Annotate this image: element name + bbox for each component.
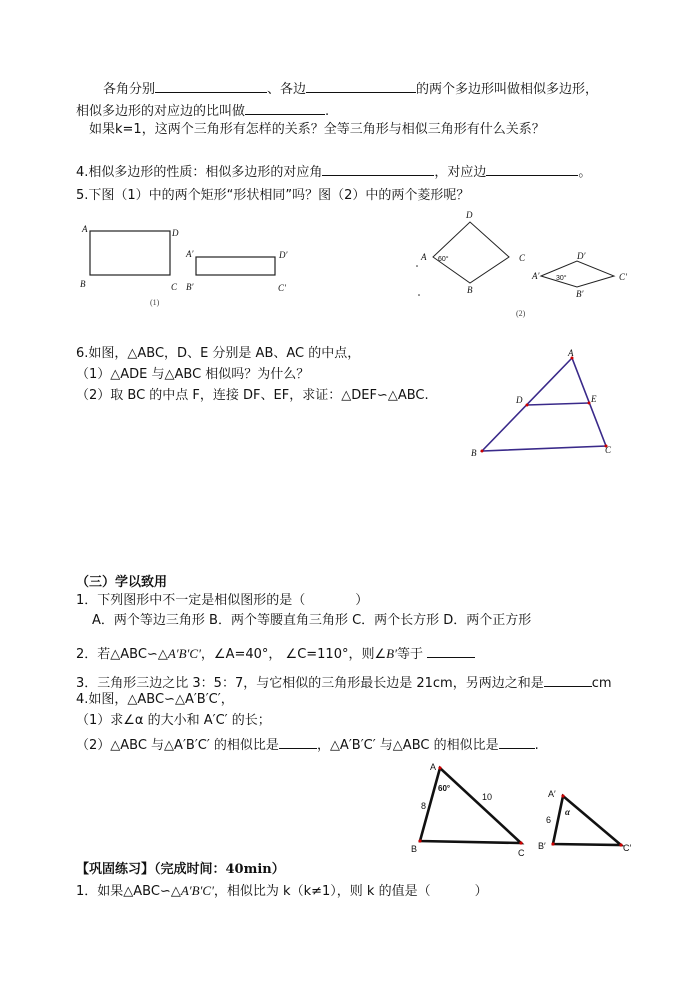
side-10: 10: [482, 792, 493, 802]
figure-1-caption: (1): [150, 298, 160, 307]
rectangle-abcd: [90, 231, 170, 275]
label-a2: A′: [186, 249, 194, 259]
s3-question-1: [76, 592, 368, 610]
s3-question-4: 4.如图，△ABC∽△A′B′C′，: [76, 692, 234, 707]
label-b2: B′: [186, 282, 194, 292]
label-c2: C′: [619, 272, 627, 282]
rhombus-abcd: [433, 222, 509, 283]
side-8: 8: [421, 801, 427, 811]
stray-dot: [416, 265, 418, 267]
label-c: C: [518, 848, 525, 858]
angle-60: 60°: [438, 784, 451, 793]
def-text-d: 相似多边形的对应边的比叫做: [76, 104, 246, 119]
label-b: B: [467, 285, 473, 295]
segment-de: [527, 403, 589, 405]
question-6-line-2: （1）△ADE 与△ABC 相似吗？为什么？: [76, 367, 310, 382]
s3-q2-text-c: 等于: [396, 647, 423, 662]
s3-question-4-part-1: （1）求∠α 的大小和 A′C′ 的长；: [76, 713, 271, 728]
label-a: A: [421, 252, 427, 262]
point-c: [519, 841, 522, 844]
s3-q2-triangle: A′B′C′: [167, 646, 201, 661]
point-b: [481, 450, 484, 453]
label-d: D: [172, 228, 179, 238]
label-c: C: [605, 445, 612, 455]
point-b2: [551, 842, 554, 845]
s3-q2-blank[interactable]: [427, 643, 475, 658]
practice-q1-text-a: 1．如果△ABC∽△: [76, 884, 181, 899]
practice-heading: [76, 861, 285, 879]
label-b: B: [411, 844, 418, 854]
s3-q3-blank[interactable]: [544, 672, 592, 687]
practice-heading-time: （完成时间：40min）: [154, 862, 285, 877]
practice-heading-title: 【巩固练习】: [76, 862, 155, 877]
rhombus-a2b2c2d2: [541, 261, 614, 287]
s3-q2-angle: B′: [386, 646, 397, 661]
section-3-heading: （三）学以致用: [76, 575, 168, 590]
def-text-c: 的两个多边形叫做相似多边形，: [416, 82, 599, 97]
question-6-line-3: （2）取 BC 的中点 F，连接 DF、EF，求证：△DEF∽△ABC.: [76, 388, 429, 403]
label-a2: A′: [532, 271, 540, 281]
def-text-b: 、各边: [267, 82, 307, 97]
s3-q2-text-b: ，∠A=40°， ∠C=110°，则∠: [200, 647, 387, 662]
label-e: E: [591, 394, 597, 404]
point-b: [418, 839, 421, 842]
label-a: A: [568, 348, 574, 358]
figure-q6-triangle: [471, 348, 612, 458]
s3-question-4-part-2: [76, 734, 539, 755]
label-c: C: [171, 282, 178, 292]
rectangle-a2b2c2d2: [196, 257, 275, 275]
figure-2-caption: (2): [516, 309, 526, 318]
triangle-a2b2c2: [553, 796, 621, 845]
practice-question-1: [76, 882, 488, 901]
q4-text-b: ，对应边: [434, 165, 487, 180]
s3-q2-text-a: 2．若△ABC∽△: [76, 647, 168, 662]
label-a: A: [82, 224, 88, 234]
label-d2: D′: [279, 250, 288, 260]
figure-section3-triangles: [411, 762, 631, 858]
label-c2: C′: [278, 283, 286, 293]
def-period: .: [325, 104, 330, 119]
s3-q4-text-b: ，△A′B′C′ 与△ABC 的相似比是: [316, 738, 499, 753]
label-c: C: [519, 253, 526, 263]
s3-q3-text: 3．三角形三边之比 3：5：7，与它相似的三角形最长边是 21cm，另两边之和是: [76, 676, 544, 691]
s3-q4-period: .: [534, 738, 539, 753]
label-c2: C′: [623, 843, 632, 853]
label-b2: B′: [538, 841, 546, 851]
label-b: B: [471, 448, 477, 458]
label-d: D: [466, 210, 473, 220]
angle-60: 60°: [438, 256, 449, 263]
label-d2: D′: [577, 251, 586, 261]
def-text-a: 各角分别: [103, 82, 156, 97]
figure-2: [420, 210, 628, 318]
practice-q1-text-b: ，相似比为 k（k≠1），则 k 的值是（: [213, 884, 431, 899]
triangle-abc: [420, 768, 521, 843]
practice-q1-triangle: A′B′C′: [180, 883, 214, 898]
q4-text-a: 4.相似多边形的性质：相似多边形的对应角: [76, 165, 323, 180]
stray-dot: [418, 294, 420, 296]
label-b: B: [80, 279, 86, 289]
label-a: A: [430, 762, 437, 772]
s3-question-1-options: A．两个等边三角形 B．两个等腰直角三角形 C．两个长方形 D．两个正方形: [92, 613, 532, 628]
figure-1: [80, 224, 288, 307]
label-a2: A′: [548, 789, 556, 799]
point-d: [526, 404, 529, 407]
label-d: D: [516, 395, 523, 405]
s3-q4-text-a: （2）△ABC 与△A′B′C′ 的相似比是: [76, 738, 279, 753]
angle-alpha: α: [565, 807, 570, 817]
s3-q3-unit: cm: [591, 676, 612, 691]
question-5: 5.下图（1）中的两个矩形“形状相同”吗？图（2）中的两个菱形呢？: [76, 188, 470, 203]
practice-q1-close: ）: [474, 884, 488, 899]
s3-q1-close: ）: [355, 593, 369, 608]
question-6-line-1: 6.如图，△ABC，D、E 分别是 AB、AC 的中点，: [76, 346, 361, 361]
s3-question-3: [76, 672, 612, 693]
s3-q1-text: 1．下列图形中不一定是相似图形的是（: [76, 593, 306, 608]
point-a: [438, 766, 441, 769]
label-b2: B′: [576, 289, 584, 299]
s3-q4-blank-1[interactable]: [279, 734, 317, 749]
point-a2: [561, 794, 564, 797]
side-6: 6: [546, 815, 552, 825]
s3-question-2: [76, 643, 475, 664]
def-line-3: 如果k=1，这两个三角形有怎样的关系？全等三角形与相似三角形有什么关系？: [89, 122, 545, 137]
s3-q4-blank-2[interactable]: [499, 734, 535, 749]
angle-30: 30°: [556, 275, 567, 282]
q4-text-c: 。: [578, 165, 592, 180]
